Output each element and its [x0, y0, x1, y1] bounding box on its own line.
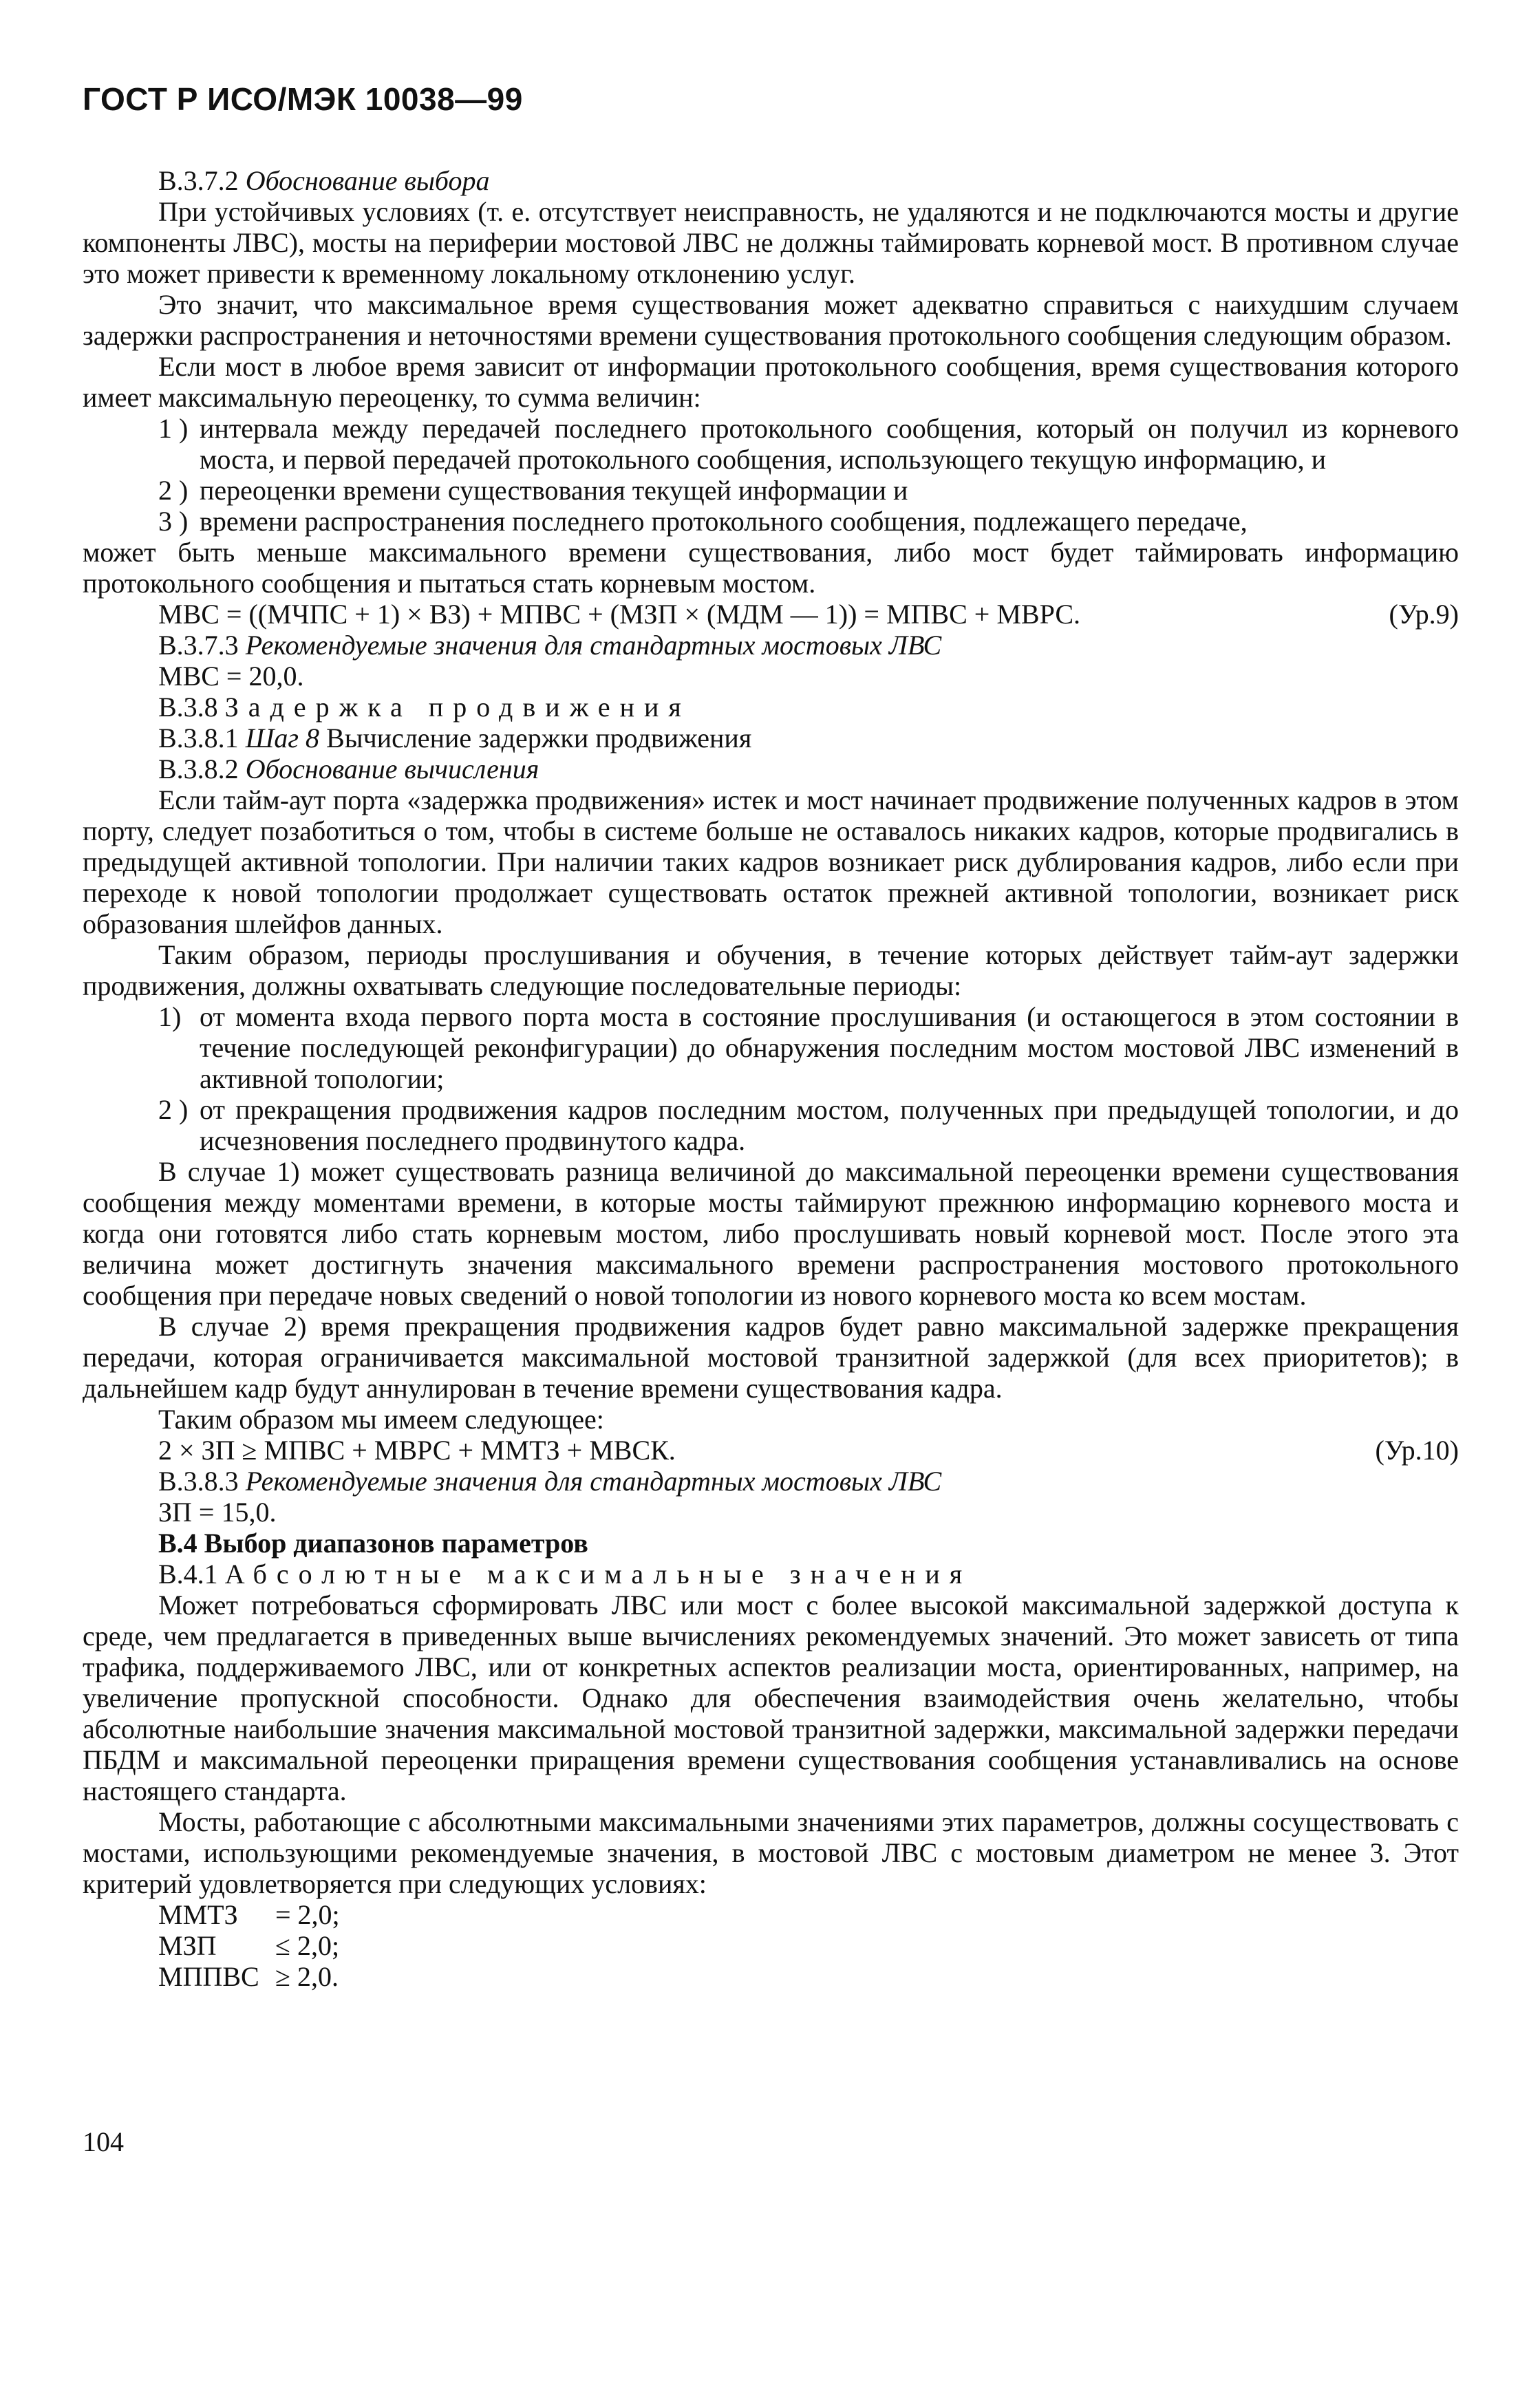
section-b381-heading: B.3.8.1 Шаг 8 Вычисление задержки продвижения	[158, 723, 752, 753]
paragraph-5: Если тайм-аут порта «задержка продвижения» истек и мост начинает продвижение полученных кадров в этом порту, следует позаботиться о том, чтобы в системе больше не оставалось никаких кадров, которые продвигались в предыдущей активной топологии. При наличии таких кадров возникает риск дублирования кадров, либо если при переходе к новой топологии продолжает существовать остаток прежней активной топологии, возникает риск образования шлейфов данных.	[83, 784, 1459, 939]
list1-item-2: 2 ) переоценки времени существования текущей информации и	[158, 475, 908, 506]
paragraph-7: В случае 1) может существовать разница величиной до максимальной переоценки времени существования сообщения между моментами времени, в которые мосты таймируют прежнюю информацию корневого моста и когда они готовятся либо стать корневым мостом, либо прослушивать новый корневой мост. После этого эта величина может достигнуть значения максимального времени распространения мостового протокольного сообщения при передаче новых сведений о новой топологии из нового корневого моста ко всем мостам.	[83, 1156, 1459, 1311]
equation-9-formula: МВС = ((МЧПС + 1) × ВЗ) + МПВС + (МЗП × (МДМ — 1)) = МПВС + МВРС.	[158, 599, 1080, 630]
list2-item-1: 1) от момента входа первого порта моста в состояние прослушивания (и остающегося в этом состоянии в течение последующей реконфигурации) до обнаружения последним мостом мостовой ЛВС изменений в активной топологии;	[158, 1001, 1459, 1094]
page-number: 104	[83, 2126, 124, 2157]
document-header: ГОСТ Р ИСО/МЭК 10038—99	[83, 81, 523, 117]
mvs-value: МВС = 20,0.	[158, 661, 304, 692]
conditions-list	[83, 1899, 1459, 1992]
zp-value: ЗП = 15,0.	[158, 1497, 277, 1528]
equation-9	[83, 599, 1459, 630]
condition-row: ММТЗ = 2,0;	[158, 1899, 340, 1930]
paragraph-8: В случае 2) время прекращения продвижения кадров будет равно максимальной задержке прекращения передачи, которая ограничивается максимальной мостовой транзитной задержкой (для всех приоритетов); в дальнейшем кадр будут аннулирован в течение времени существования кадра.	[83, 1311, 1459, 1404]
section-b38-heading: B.3.8 Задержка продвижения	[158, 692, 691, 723]
equation-9-label: (Ур.9)	[1389, 599, 1459, 630]
list1-item-1: 1 ) интервала между передачей последнего протокольного сообщения, который он получил из корневого моста, и первой передачей протокольного сообщения, использующего текущую информацию, и	[158, 413, 1459, 475]
paragraph-11: Мосты, работающие с абсолютными максимальными значениями этих параметров, должны сосуществовать с мостами, использующими рекомендуемые значения, в мостовой ЛВС с мостовым диаметром не менее 3. Этот критерий удовлетворяется при следующих условиях:	[83, 1806, 1459, 1899]
paragraph-2: Это значит, что максимальное время существования может адекватно справиться с наихудшим случаем задержки распространения и неточностями времени существования протокольного сообщения следующим образом.	[83, 289, 1459, 351]
equation-10-formula: 2 × ЗП ≥ МПВС + МВРС + ММТЗ + МВСК.	[158, 1435, 676, 1466]
condition-row: МППВС ≥ 2,0.	[158, 1961, 339, 1992]
list2-item-2: 2 ) от прекращения продвижения кадров последним мостом, полученных при предыдущей топологии, и до исчезновения последнего продвинутого кадра.	[158, 1094, 1459, 1156]
paragraph-9: Таким образом мы имеем следующее:	[158, 1404, 604, 1435]
list1-item-3: 3 ) времени распространения последнего протокольного сообщения, подлежащего передаче,	[158, 506, 1248, 537]
section-b372-heading: B.3.7.2 Обоснование выбора	[158, 165, 490, 196]
paragraph-1: При устойчивых условиях (т. е. отсутствует неисправность, не удаляются и не подключаются мосты и другие компоненты ЛВС), мосты на периферии мостовой ЛВС не должны таймировать корневой мост. В противном случае это может привести к временному локальному отклонению услуг.	[83, 196, 1459, 289]
section-b382-heading: B.3.8.2 Обоснование вычисления	[158, 753, 539, 784]
paragraph-3: Если мост в любое время зависит от информации протокольного сообщения, время существования которого имеет максимальную переоценку, то сумма величин:	[83, 351, 1459, 413]
section-b383-heading: B.3.8.3 Рекомендуемые значения для стандартных мостовых ЛВС	[158, 1466, 942, 1497]
paragraph-4: может быть меньше максимального времени существования, либо мост будет таймировать информацию протокольного сообщения и пытаться стать корневым мостом.	[83, 537, 1459, 599]
paragraph-6: Таким образом, периоды прослушивания и обучения, в течение которых действует тайм-аут задержки продвижения, должны охватывать следующие последовательные периоды:	[83, 939, 1459, 1001]
condition-row: МЗП ≤ 2,0;	[158, 1930, 340, 1961]
section-b373-heading: B.3.7.3 Рекомендуемые значения для стандартных мостовых ЛВС	[158, 630, 942, 661]
document-body	[83, 165, 1459, 1992]
paragraph-10: Может потребоваться сформировать ЛВС или мост с более высокой максимальной задержкой доступа к среде, чем предлагается в приведенных выше вычислениях рекомендуемых значений. Это может зависеть от типа трафика, поддерживаемого ЛВС, или от конкретных аспектов реализации моста, ориентированных, например, на увеличение пропускной способности. Однако для обеспечения взаимодействия очень желательно, чтобы абсолютные наибольшие значения максимальной мостовой транзитной задержки, максимальной задержки передачи ПБДМ и максимальной переоценки приращения времени существования сообщения устанавливались на основе настоящего стандарта.	[83, 1590, 1459, 1806]
section-b41-heading: B.4.1 Абсолютные максимальные значения	[158, 1559, 972, 1590]
equation-10-label: (Ур.10)	[1375, 1435, 1459, 1466]
equation-10	[83, 1435, 1459, 1466]
section-b4-heading: B.4 Выбор диапазонов параметров	[158, 1528, 588, 1559]
